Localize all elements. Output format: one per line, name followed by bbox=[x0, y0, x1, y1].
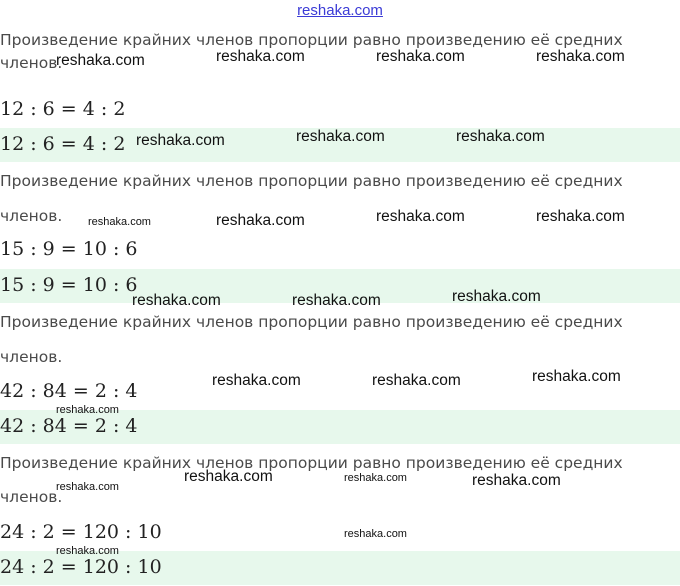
watermark: reshaka.com bbox=[536, 48, 625, 65]
equation-highlight-text-2: 15 : 9 = 10 : 6 bbox=[0, 274, 138, 296]
rule-text-4-line1: Произведение крайних членов пропорции равно произведению её средних bbox=[0, 454, 623, 472]
watermark: reshaka.com bbox=[372, 372, 461, 389]
watermark: reshaka.com bbox=[344, 472, 407, 484]
watermark: reshaka.com bbox=[132, 292, 221, 309]
rule-text-1: Произведение крайних членов пропорции равно произведению её средних членов. bbox=[0, 31, 623, 72]
equation-highlight-text-4: 24 : 2 = 120 : 10 bbox=[0, 556, 162, 578]
equation-4: 24 : 2 = 120 : 10 bbox=[0, 521, 162, 543]
watermark: reshaka.com bbox=[532, 368, 621, 385]
watermark: reshaka.com bbox=[184, 468, 273, 485]
rule-text-3-line2: членов. bbox=[0, 348, 63, 366]
watermark: reshaka.com bbox=[212, 372, 301, 389]
rule-text-4-line2: членов. bbox=[0, 488, 63, 506]
watermark: reshaka.com bbox=[56, 52, 145, 69]
watermark: reshaka.com bbox=[344, 528, 407, 540]
watermark: reshaka.com bbox=[88, 216, 151, 228]
watermark: reshaka.com bbox=[536, 208, 625, 225]
rule-text-2-line1: Произведение крайних членов пропорции равно произведению её средних bbox=[0, 172, 623, 190]
equation-highlight-text-1: 12 : 6 = 4 : 2 bbox=[0, 133, 126, 155]
equation-3: 42 : 84 = 2 : 4 bbox=[0, 380, 138, 402]
watermark: reshaka.com bbox=[292, 292, 381, 309]
watermark: reshaka.com bbox=[56, 404, 119, 416]
watermark: reshaka.com bbox=[216, 212, 305, 229]
watermark: reshaka.com bbox=[376, 48, 465, 65]
watermark: reshaka.com bbox=[452, 288, 541, 305]
watermark: reshaka.com bbox=[296, 128, 385, 145]
rule-text-3-line1: Произведение крайних членов пропорции равно произведению её средних bbox=[0, 313, 623, 331]
watermark: reshaka.com bbox=[472, 472, 561, 489]
watermark: reshaka.com bbox=[136, 132, 225, 149]
watermark: reshaka.com bbox=[56, 481, 119, 493]
watermark: reshaka.com bbox=[56, 545, 119, 557]
equation-highlight-text-3: 42 : 84 = 2 : 4 bbox=[0, 415, 138, 437]
rule-text-2-line2: членов. bbox=[0, 207, 63, 225]
equation-2: 15 : 9 = 10 : 6 bbox=[0, 238, 138, 260]
watermark: reshaka.com bbox=[376, 208, 465, 225]
site-link[interactable]: reshaka.com bbox=[297, 2, 383, 19]
watermark: reshaka.com bbox=[216, 48, 305, 65]
watermark: reshaka.com bbox=[456, 128, 545, 145]
equation-1: 12 : 6 = 4 : 2 bbox=[0, 98, 126, 120]
